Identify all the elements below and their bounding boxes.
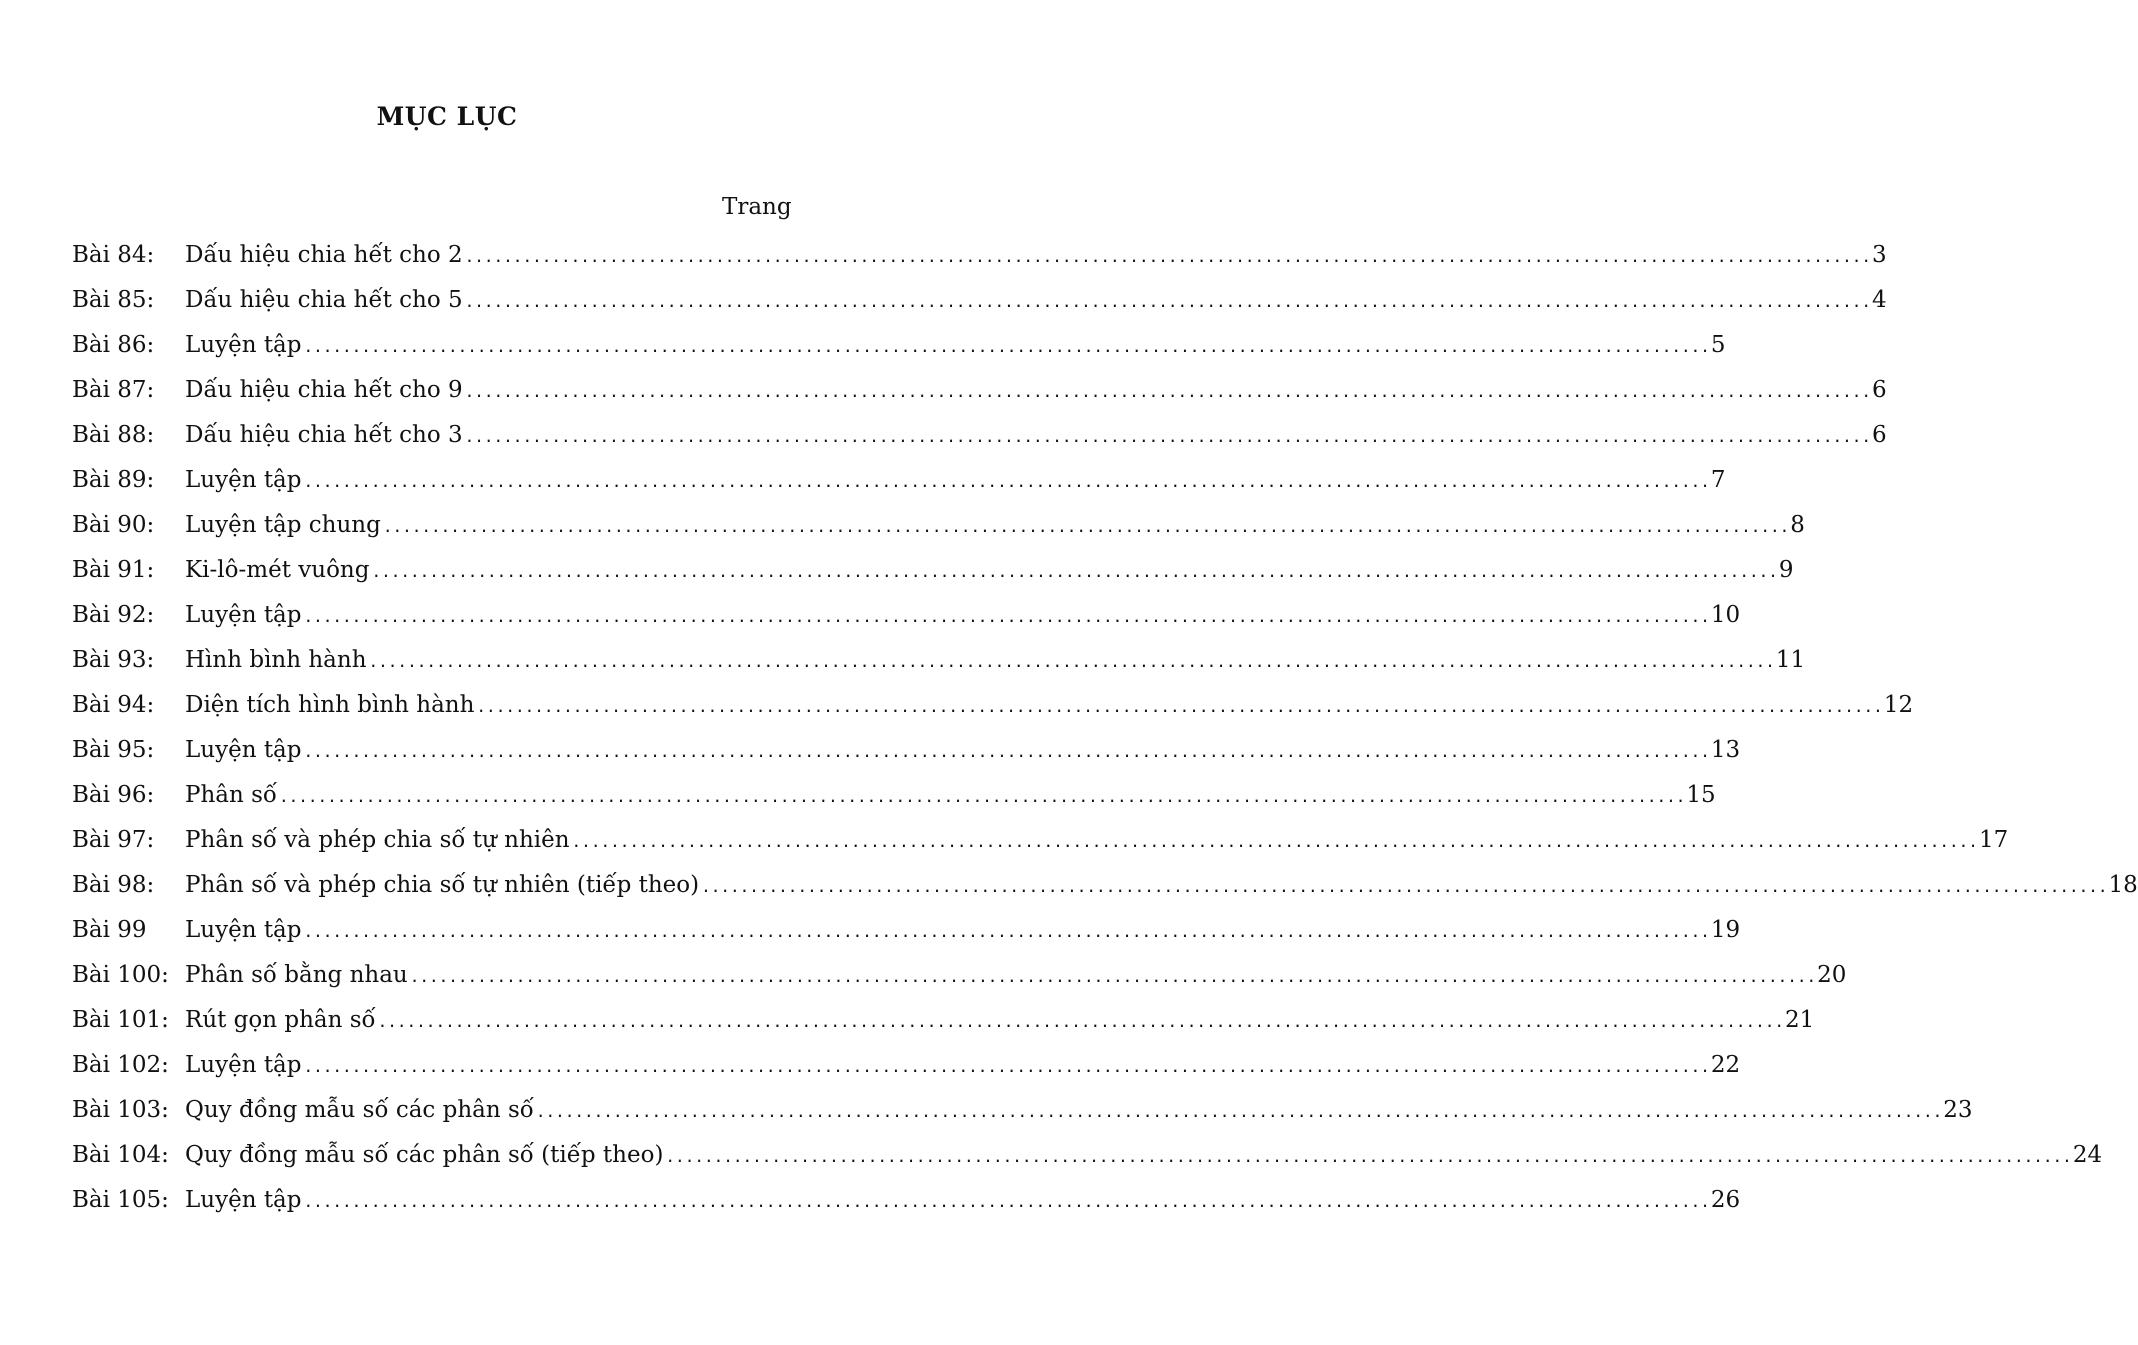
page-number: 23 bbox=[1943, 1096, 1973, 1123]
toc-entry[interactable] bbox=[72, 277, 1887, 322]
lesson-number: Bài 95: bbox=[72, 736, 155, 763]
page-number: 21 bbox=[1785, 1006, 1815, 1033]
lesson-number: Bài 105: bbox=[72, 1186, 169, 1213]
page-number: 18 bbox=[2108, 871, 2138, 898]
lesson-title: Dấu hiệu chia hết cho 2 bbox=[185, 241, 463, 268]
toc-entry[interactable] bbox=[72, 322, 1726, 367]
lesson-title: Phân số bbox=[185, 781, 277, 808]
lesson-number: Bài 97: bbox=[72, 826, 155, 853]
dot-leader: .................................................................................................................................................. bbox=[303, 921, 1710, 941]
dot-leader: .................................................................................................................................................. bbox=[464, 291, 1872, 311]
toc-entry[interactable] bbox=[72, 997, 1815, 1042]
lesson-number: Bài 100: bbox=[72, 961, 169, 988]
toc-entry[interactable] bbox=[72, 457, 1726, 502]
dot-leader: .................................................................................................................................................. bbox=[665, 1146, 2072, 1166]
lesson-number: Bài 89: bbox=[72, 466, 155, 493]
lesson-number: Bài 96: bbox=[72, 781, 155, 808]
lesson-title: Diện tích hình bình hành bbox=[185, 691, 475, 718]
toc-entry[interactable] bbox=[72, 412, 1887, 457]
page-number: 3 bbox=[1872, 241, 1887, 268]
page-number: 20 bbox=[1817, 961, 1847, 988]
page-number: 8 bbox=[1790, 511, 1805, 538]
lesson-title: Quy đồng mẫu số các phân số (tiếp theo) bbox=[185, 1141, 664, 1168]
page-number: 6 bbox=[1872, 376, 1887, 403]
page-column-header: Trang bbox=[722, 194, 792, 220]
toc-entry[interactable] bbox=[72, 232, 1887, 277]
lesson-title: Quy đồng mẫu số các phân số bbox=[185, 1096, 534, 1123]
dot-leader: .................................................................................................................................................. bbox=[303, 1191, 1710, 1211]
toc-entry[interactable] bbox=[72, 1042, 1741, 1087]
lesson-title: Hình bình hành bbox=[185, 646, 367, 673]
lesson-number: Bài 98: bbox=[72, 871, 155, 898]
page-number: 7 bbox=[1710, 466, 1726, 493]
dot-leader: .................................................................................................................................................. bbox=[464, 426, 1872, 446]
lesson-title: Luyện tập bbox=[185, 601, 302, 628]
lesson-number: Bài 99 bbox=[72, 916, 147, 943]
toc-entry[interactable] bbox=[72, 367, 1887, 412]
page-number: 26 bbox=[1710, 1186, 1741, 1213]
lesson-title: Luyện tập bbox=[185, 331, 302, 358]
dot-leader: .................................................................................................................................................. bbox=[303, 336, 1710, 356]
dot-leader: .................................................................................................................................................. bbox=[279, 786, 1686, 806]
page-number: 6 bbox=[1872, 421, 1887, 448]
dot-leader: .................................................................................................................................................. bbox=[382, 516, 1790, 536]
dot-leader: .................................................................................................................................................. bbox=[409, 966, 1817, 986]
lesson-number: Bài 84: bbox=[72, 241, 155, 268]
toc-entry[interactable] bbox=[72, 862, 2138, 907]
lesson-title: Phân số và phép chia số tự nhiên (tiếp theo) bbox=[185, 871, 700, 898]
page-title: MỤC LỤC bbox=[376, 102, 518, 131]
lesson-title: Luyện tập bbox=[185, 466, 302, 493]
lesson-title: Dấu hiệu chia hết cho 5 bbox=[185, 286, 463, 313]
lesson-title: Dấu hiệu chia hết cho 3 bbox=[185, 421, 463, 448]
dot-leader: .................................................................................................................................................. bbox=[464, 381, 1872, 401]
toc-entry[interactable] bbox=[72, 727, 1741, 772]
toc-entry[interactable] bbox=[72, 1087, 1973, 1132]
toc-entry[interactable] bbox=[72, 592, 1741, 637]
table-of-contents bbox=[72, 232, 2138, 1222]
page-number: 24 bbox=[2072, 1141, 2103, 1168]
lesson-number: Bài 88: bbox=[72, 421, 155, 448]
page-number: 13 bbox=[1710, 736, 1741, 763]
lesson-title: Rút gọn phân số bbox=[185, 1006, 376, 1033]
toc-entry[interactable] bbox=[72, 952, 1847, 997]
lesson-number: Bài 102: bbox=[72, 1051, 169, 1078]
lesson-number: Bài 104: bbox=[72, 1141, 169, 1168]
lesson-number: Bài 103: bbox=[72, 1096, 169, 1123]
lesson-title: Luyện tập bbox=[185, 736, 302, 763]
dot-leader: .................................................................................................................................................. bbox=[303, 606, 1710, 626]
toc-entry[interactable] bbox=[72, 1132, 2103, 1177]
toc-entry[interactable] bbox=[72, 772, 1716, 817]
lesson-title: Phân số bằng nhau bbox=[185, 961, 408, 988]
dot-leader: .................................................................................................................................................. bbox=[535, 1101, 1943, 1121]
lesson-number: Bài 91: bbox=[72, 556, 155, 583]
page-number: 11 bbox=[1775, 646, 1806, 673]
dot-leader: .................................................................................................................................................. bbox=[571, 831, 1978, 851]
page-number: 10 bbox=[1710, 601, 1741, 628]
lesson-title: Luyện tập bbox=[185, 1051, 302, 1078]
lesson-number: Bài 87: bbox=[72, 376, 155, 403]
toc-entry[interactable] bbox=[72, 1177, 1741, 1222]
dot-leader: .................................................................................................................................................. bbox=[476, 696, 1883, 716]
lesson-number: Bài 101: bbox=[72, 1006, 169, 1033]
dot-leader: .................................................................................................................................................. bbox=[303, 1056, 1710, 1076]
toc-entry[interactable] bbox=[72, 502, 1805, 547]
dot-leader: .................................................................................................................................................. bbox=[368, 651, 1775, 671]
lesson-number: Bài 92: bbox=[72, 601, 155, 628]
page-number: 22 bbox=[1710, 1051, 1741, 1078]
page-number: 9 bbox=[1778, 556, 1794, 583]
page-number: 4 bbox=[1872, 286, 1887, 313]
lesson-number: Bài 86: bbox=[72, 331, 155, 358]
page-number: 12 bbox=[1883, 691, 1914, 718]
dot-leader: .................................................................................................................................................. bbox=[371, 561, 1778, 581]
page-number: 17 bbox=[1978, 826, 2009, 853]
toc-entry[interactable] bbox=[72, 637, 1806, 682]
lesson-number: Bài 85: bbox=[72, 286, 155, 313]
dot-leader: .................................................................................................................................................. bbox=[701, 876, 2108, 896]
toc-entry[interactable] bbox=[72, 682, 1914, 727]
toc-entry[interactable] bbox=[72, 817, 2009, 862]
dot-leader: .................................................................................................................................................. bbox=[303, 471, 1710, 491]
dot-leader: .................................................................................................................................................. bbox=[303, 741, 1710, 761]
lesson-title: Luyện tập chung bbox=[185, 511, 381, 538]
lesson-title: Phân số và phép chia số tự nhiên bbox=[185, 826, 570, 853]
lesson-title: Luyện tập bbox=[185, 1186, 302, 1213]
dot-leader: .................................................................................................................................................. bbox=[377, 1011, 1785, 1031]
lesson-title: Dấu hiệu chia hết cho 9 bbox=[185, 376, 463, 403]
lesson-number: Bài 90: bbox=[72, 511, 155, 538]
page-number: 15 bbox=[1686, 781, 1716, 808]
lesson-title: Ki-lô-mét vuông bbox=[185, 556, 370, 583]
lesson-number: Bài 94: bbox=[72, 691, 155, 718]
page-number: 19 bbox=[1710, 916, 1741, 943]
lesson-title: Luyện tập bbox=[185, 916, 302, 943]
toc-entry[interactable] bbox=[72, 547, 1794, 592]
toc-entry[interactable] bbox=[72, 907, 1741, 952]
page-number: 5 bbox=[1710, 331, 1726, 358]
lesson-number: Bài 93: bbox=[72, 646, 155, 673]
dot-leader: .................................................................................................................................................. bbox=[464, 246, 1872, 266]
